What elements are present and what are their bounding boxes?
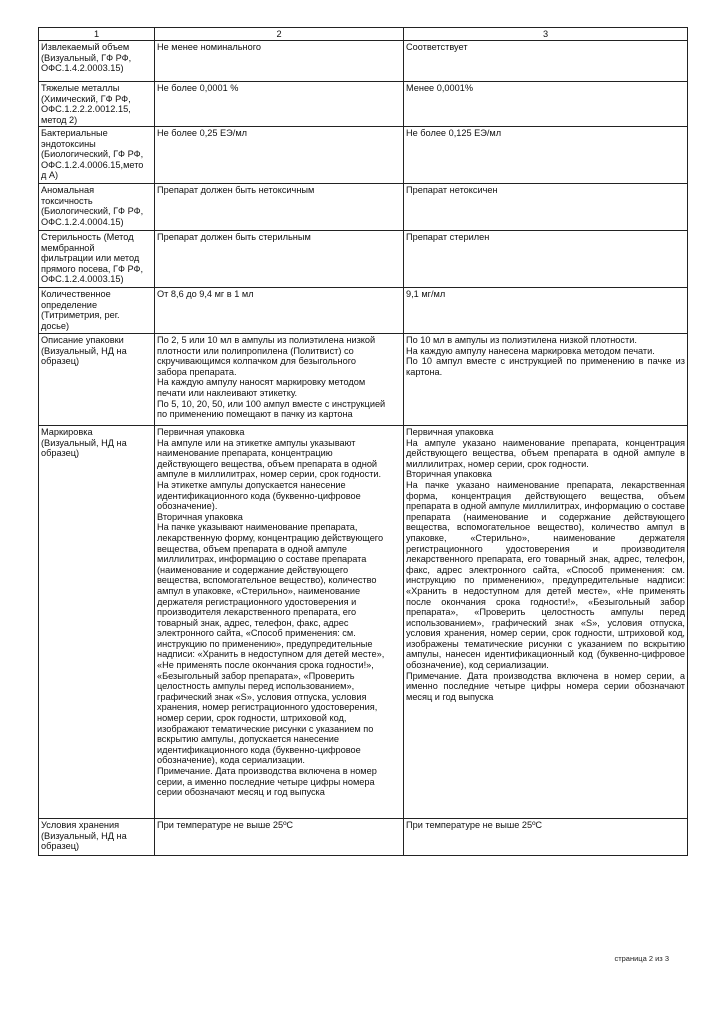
result-cell: Менее 0,0001%: [404, 82, 688, 127]
indicator-cell: Маркировка (Визуальный, НД на образец): [39, 426, 155, 819]
requirement-cell: Не более 0,0001 %: [155, 82, 404, 127]
table-row: [39, 231, 688, 288]
page-number: страница 2 из 3: [614, 954, 669, 963]
result-cell: Первичная упаковка На ампуле указано наименование препарата, концентрация действующего вещества, объем препарата в одной ампуле в миллилитрах, номер серии, срок годности. Вторичная упаковка На пачке указано наименование препарата, лекарственная форма, концентрация действующего вещества, объем препарата в одной ампуле миллилитрах, информацию о составе препарата (наименование и содержание действующего вещества, вспомогательное вещество), количество ампул в упаковке, «Стерильно», наименование держателя регистрационного удостоверения и производителя лекарственного препарата, его товарный знак, адрес, телефон, факс, адрес электронного сайта, «Способ применения: см. инструкцию по применению», предупредительные надписи: «Хранить в недоступном для детей месте», «Не применять после окончания срока годности!», «Безыгольный забор препарата», «Проверить целостность ампулы перед использованием», графический знак «S», условия отпуска, условия хранения, номер серии, срок годности, штриховой код, изображены тематические рисунки с указанием по вскрытию ампулы, нанесен идентификационный код (буквенно-цифровое обозначение), код сериализации. Примечание. Дата производства включена в номер серии, а именно последние четыре цифры номера серии обозначают месяц и год выпуска: [404, 426, 688, 819]
requirement-cell: Не менее номинального: [155, 41, 404, 82]
indicator-cell: Описание упаковки (Визуальный, НД на образец): [39, 334, 155, 426]
result-cell: Препарат стерилен: [404, 231, 688, 288]
indicator-cell: Количественное определение (Титриметрия, рег. досье): [39, 288, 155, 334]
table-row: [39, 426, 688, 819]
specification-table: [38, 27, 688, 856]
table-row: [39, 819, 688, 856]
table-row: [39, 41, 688, 82]
table-row: [39, 127, 688, 184]
column-header-1: 1: [39, 28, 155, 41]
table-header-row: [39, 28, 688, 41]
result-cell: Соответствует: [404, 41, 688, 82]
indicator-cell: Аномальная токсичность (Биологический, ГФ РФ, ОФС.1.2.4.0004.15): [39, 184, 155, 231]
result-cell: Препарат нетоксичен: [404, 184, 688, 231]
requirement-cell: По 2, 5 или 10 мл в ампулы из полиэтилена низкой плотности или полипропилена (Политвист) со скручивающимся колпачком для безыгольного забора препарата. На каждую ампулу наносят маркировку методом печати или наклеивают этикетку. По 5, 10, 20, 50, или 100 ампул вместе с инструкцией по применению помещают в пачку из картона: [155, 334, 404, 426]
requirement-cell: Препарат должен быть стерильным: [155, 231, 404, 288]
result-cell: По 10 мл в ампулы из полиэтилена низкой плотности. На каждую ампулу нанесена маркировка методом печати. По 10 ампул вместе с инструкцией по применению в пачке из картона.: [404, 334, 688, 426]
requirement-cell: Не более 0,25 ЕЭ/мл: [155, 127, 404, 184]
indicator-cell: Условия хранения (Визуальный, НД на образец): [39, 819, 155, 856]
indicator-cell: Стерильность (Метод мембранной фильтрации или метод прямого посева, ГФ РФ, ОФС.1.2.4.0003.15): [39, 231, 155, 288]
requirement-cell: Препарат должен быть нетоксичным: [155, 184, 404, 231]
requirement-cell: Первичная упаковка На ампуле или на этикетке ампулы указывают наименование препарата, концентрацию действующего вещества, объем препарата в одной ампуле в миллилитрах, номер серии, срок годности. На этикетке ампулы допускается нанесение идентификационного кода (буквенно-цифровое обозначение). Вторичная упаковка На пачке указывают наименование препарата, лекарственную форму, концентрацию действующего вещества, объем препарата в одной ампуле миллилитрах, информацию о составе препарата (наименование и содержание действующего вещества, вспомогательное вещество), количество ампул в упаковке, «Стерильно», наименование держателя регистрационного удостоверения и производителя лекарственного препарата, его товарный знак, адрес, телефон, факс, адрес электронного сайта, «Способ применения: см. инструкцию по применению», предупредительные надписи: «Хранить в недоступном для детей месте», «Не применять после окончания срока годности!», «Безыгольный забор препарата», «Проверить целостность ампулы перед использованием», графический знак «S», условия отпуска, условия хранения, номер регистрационного удостоверения, номер серии, срок годности, штриховой код, изображают тематические рисунки с указанием по вскрытию ампулы, допускается нанесение идентификационного кода (буквенно-цифровое обозначение), кодa сериализации. Примечание. Дата производства включена в номер серии, а именно последние четыре цифры номера серии обозначают месяц и год выпуска: [155, 426, 404, 819]
indicator-cell: Бактериальные эндотоксины (Биологический, ГФ РФ, ОФС.1.2.4.0006.15,мето д А): [39, 127, 155, 184]
table-row: [39, 82, 688, 127]
table-row: [39, 184, 688, 231]
indicator-cell: Тяжелые металлы (Химический, ГФ РФ, ОФС.1.2.2.2.0012.15, метод 2): [39, 82, 155, 127]
column-header-2: 2: [155, 28, 404, 41]
result-cell: 9,1 мг/мл: [404, 288, 688, 334]
column-header-3: 3: [404, 28, 688, 41]
result-cell: При температуре не выше 25ºС: [404, 819, 688, 856]
result-cell: Не более 0,125 ЕЭ/мл: [404, 127, 688, 184]
table-row: [39, 288, 688, 334]
requirement-cell: При температуре не выше 25ºС: [155, 819, 404, 856]
requirement-cell: От 8,6 до 9,4 мг в 1 мл: [155, 288, 404, 334]
table-row: [39, 334, 688, 426]
indicator-cell: Извлекаемый объем (Визуальный, ГФ РФ, ОФС.1.4.2.0003.15): [39, 41, 155, 82]
